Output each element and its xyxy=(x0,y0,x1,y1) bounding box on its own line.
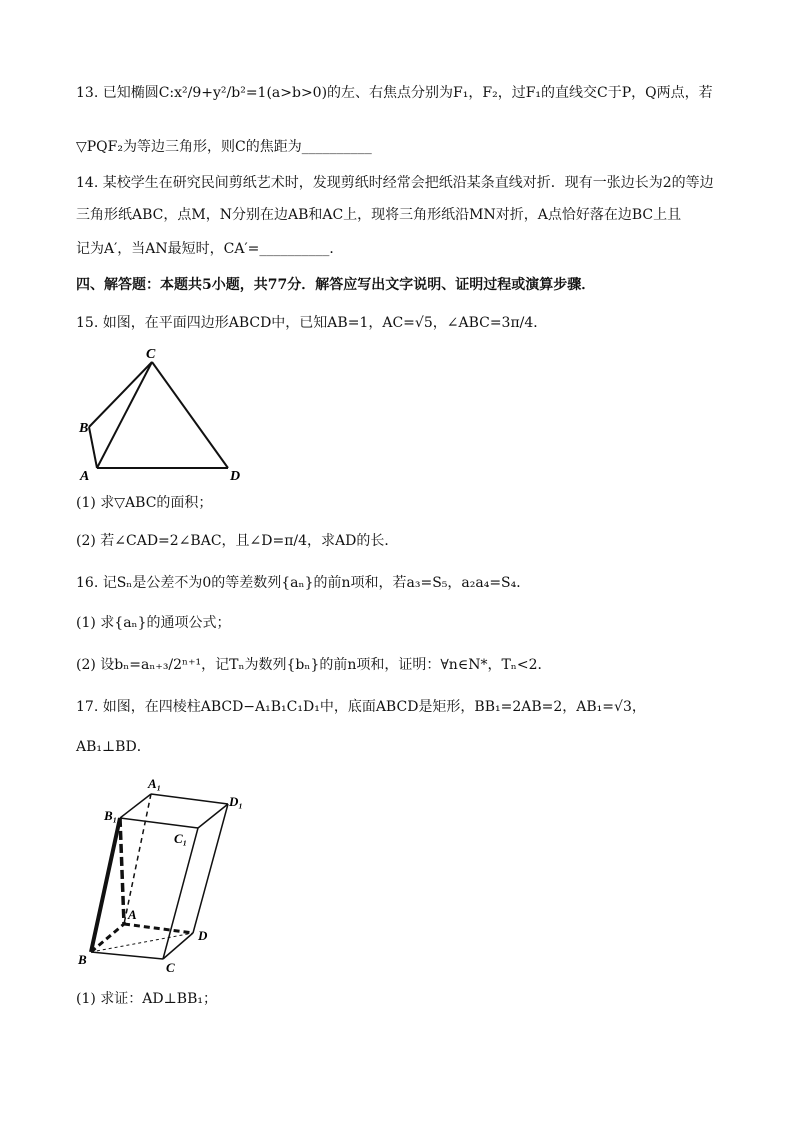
edge-b1c1 xyxy=(120,818,198,828)
quadrilateral-abcd-figure xyxy=(76,342,246,484)
edge-cc1 xyxy=(163,828,198,959)
edge-ad xyxy=(124,924,193,933)
edge-ab xyxy=(89,427,97,468)
question-14-line-1: 14. 某校学生在研究民间剪纸艺术时，发现剪纸时经常会把纸沿某条直线对折．现有一张边长为2的等边 xyxy=(76,175,714,191)
segment-bd xyxy=(91,933,193,952)
edge-bc xyxy=(91,952,163,959)
question-17-line-2: AB₁⊥BD． xyxy=(76,739,151,755)
label-d: D xyxy=(198,928,208,943)
prism-abcd-a1b1c1d1-figure xyxy=(76,776,246,976)
question-15-sub-1: (1) 求▽ABC的面积； xyxy=(76,495,213,511)
edge-c1d1 xyxy=(198,804,228,828)
question-17-line-1: 17. 如图，在四棱柱ABCD−A₁B₁C₁D₁中，底面ABCD是矩形，BB₁=2AB=2，AB₁=√3， xyxy=(76,699,646,715)
label-d1: D₁ xyxy=(229,794,243,809)
section-4-heading: 四、解答题：本题共5小题，共77分．解答应写出文字说明、证明过程或演算步骤． xyxy=(76,277,596,293)
label-b: B xyxy=(79,421,89,436)
label-b: B xyxy=(78,952,87,967)
label-a: A xyxy=(80,469,90,484)
label-c: C xyxy=(146,347,156,362)
edge-a1d1 xyxy=(151,794,228,804)
edge-dd1 xyxy=(193,804,228,933)
edge-bc xyxy=(89,362,152,427)
edge-aa1 xyxy=(124,794,151,924)
edge-cd xyxy=(152,362,228,468)
question-15-sub-2: (2) 若∠CAD=2∠BAC，且∠D=π/4，求AD的长． xyxy=(76,533,399,549)
question-16-sub-1: (1) 求{aₙ}的通项公式； xyxy=(76,615,231,631)
question-14-line-3: 记为A′，当AN最短时，CA′=__________． xyxy=(76,241,344,257)
label-a: A xyxy=(128,907,137,922)
edge-ac xyxy=(97,362,152,468)
label-c: C xyxy=(166,960,175,975)
question-16-line-1: 16. 记Sₙ是公差不为0的等差数列{aₙ}的前n项和，若a₃=S₅，a₂a₄=S₄． xyxy=(76,575,531,591)
label-d: D xyxy=(230,469,241,484)
edge-cd xyxy=(163,933,193,959)
question-13-line-2: ▽PQF₂为等边三角形，则C的焦距为__________ xyxy=(76,139,372,155)
label-b1: B₁ xyxy=(104,808,118,823)
question-16-sub-2: (2) 设bₙ=aₙ₊₃/2ⁿ⁺¹，记Tₙ为数列{bₙ}的前n项和，证明：∀n∈N*，Tₙ<2． xyxy=(76,657,552,673)
segment-ab1 xyxy=(120,818,124,924)
question-13-line-1: 13. 已知椭圆C:x²/9+y²/b²=1(a>b>0)的左、右焦点分别为F₁，F₂，过F₁的直线交C于P，Q两点，若 xyxy=(76,85,713,101)
question-14-line-2: 三角形纸ABC，点M，N分别在边AB和AC上，现将三角形纸沿MN对折，A点恰好落在边BC上且 xyxy=(76,207,682,223)
question-17-sub-1: (1) 求证：AD⊥BB₁； xyxy=(76,991,217,1007)
label-a1: A₁ xyxy=(148,776,162,791)
question-15-line-1: 15. 如图，在平面四边形ABCD中，已知AB=1，AC=√5，∠ABC=3π/4． xyxy=(76,315,548,331)
label-c1: C₁ xyxy=(174,831,188,846)
